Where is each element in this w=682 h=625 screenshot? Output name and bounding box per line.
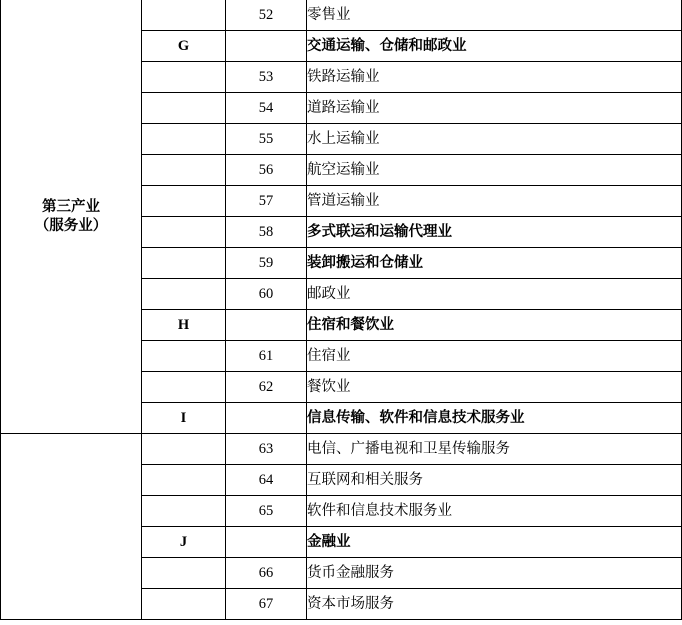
industry-code-letter — [142, 217, 226, 248]
industry-code-letter — [142, 155, 226, 186]
industry-code-letter — [142, 496, 226, 527]
table-row — [1, 434, 682, 465]
industry-sector-label-line: （服务业） — [34, 217, 108, 234]
industry-code-number: 60 — [226, 279, 307, 310]
industry-name: 互联网和相关服务 — [307, 465, 682, 496]
industry-name: 多式联运和运输代理业 — [307, 217, 682, 248]
industry-code-letter: I — [142, 403, 226, 434]
industry-code-number: 54 — [226, 93, 307, 124]
industry-name: 餐饮业 — [307, 372, 682, 403]
industry-code-number: 57 — [226, 186, 307, 217]
industry-code-number: 63 — [226, 434, 307, 465]
industry-code-number: 55 — [226, 124, 307, 155]
industry-code-number: 52 — [226, 0, 307, 31]
industry-code-letter — [142, 124, 226, 155]
industry-code-letter — [142, 248, 226, 279]
industry-code-number — [226, 403, 307, 434]
industry-name: 资本市场服务 — [307, 589, 682, 620]
industry-code-letter — [142, 0, 226, 31]
table-body — [1, 0, 682, 620]
industry-name: 装卸搬运和仓储业 — [307, 248, 682, 279]
industry-code-number: 53 — [226, 62, 307, 93]
industry-code-letter — [142, 93, 226, 124]
industry-code-letter — [142, 558, 226, 589]
industry-code-letter — [142, 341, 226, 372]
industry-code-number — [226, 310, 307, 341]
industry-sector-label — [1, 0, 142, 434]
industry-code-letter: H — [142, 310, 226, 341]
industry-code-letter — [142, 186, 226, 217]
industry-name: 航空运输业 — [307, 155, 682, 186]
industry-code-letter — [142, 372, 226, 403]
industry-code-letter — [142, 589, 226, 620]
industry-name: 交通运输、仓储和邮政业 — [307, 31, 682, 62]
industry-name: 管道运输业 — [307, 186, 682, 217]
industry-name: 道路运输业 — [307, 93, 682, 124]
industry-code-letter: G — [142, 31, 226, 62]
industry-code-letter — [142, 279, 226, 310]
industry-sector-label-continuation — [1, 434, 142, 620]
industry-code-number: 61 — [226, 341, 307, 372]
industry-name: 邮政业 — [307, 279, 682, 310]
industry-name: 软件和信息技术服务业 — [307, 496, 682, 527]
industry-code-letter — [142, 62, 226, 93]
table-row — [1, 0, 682, 31]
industry-code-number: 65 — [226, 496, 307, 527]
industry-code-letter — [142, 465, 226, 496]
industry-name: 水上运输业 — [307, 124, 682, 155]
industry-code-number: 59 — [226, 248, 307, 279]
industry-code-number: 64 — [226, 465, 307, 496]
industry-code-letter — [142, 434, 226, 465]
industry-code-number: 62 — [226, 372, 307, 403]
industry-name: 电信、广播电视和卫星传输服务 — [307, 434, 682, 465]
industry-name: 信息传输、软件和信息技术服务业 — [307, 403, 682, 434]
industry-code-number: 58 — [226, 217, 307, 248]
industry-code-number — [226, 31, 307, 62]
industry-name: 住宿业 — [307, 341, 682, 372]
industry-name: 货币金融服务 — [307, 558, 682, 589]
industry-name: 金融业 — [307, 527, 682, 558]
industry-name: 零售业 — [307, 0, 682, 31]
industry-code-letter: J — [142, 527, 226, 558]
industry-code-number — [226, 527, 307, 558]
industry-code-number: 66 — [226, 558, 307, 589]
industry-code-number: 56 — [226, 155, 307, 186]
industry-code-number: 67 — [226, 589, 307, 620]
industry-name: 住宿和餐饮业 — [307, 310, 682, 341]
industry-name: 铁路运输业 — [307, 62, 682, 93]
industry-sector-label-line: 第三产业 — [42, 199, 100, 216]
